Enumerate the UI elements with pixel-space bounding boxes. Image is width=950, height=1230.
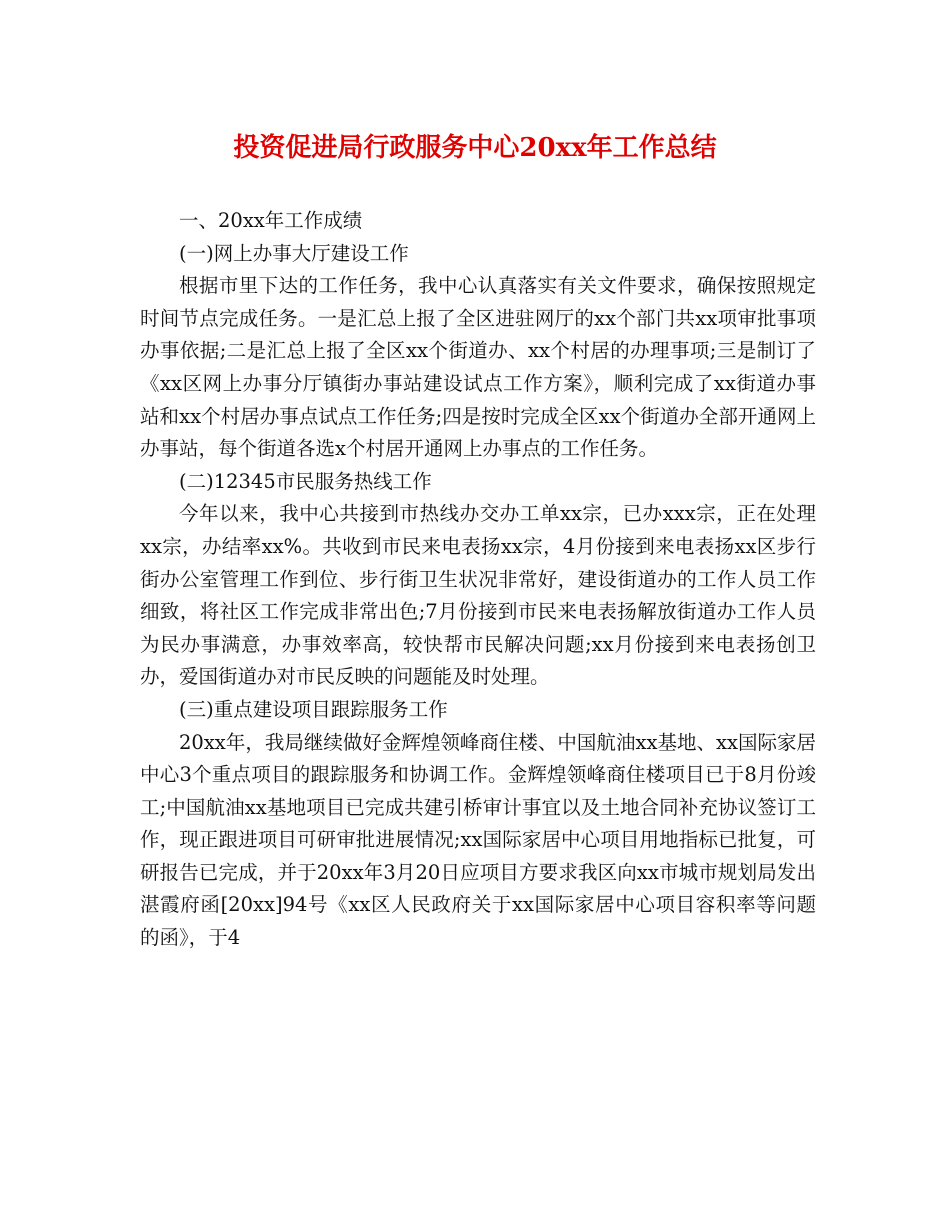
subheading-online-hall: (一)网上办事大厅建设工作	[179, 241, 409, 265]
paragraph-online-hall: 根据市里下达的工作任务，我中心认真落实有关文件要求，确保按照规定时间节点完成任务。一是汇总上报了全区进驻网厅的xx个部门共xx项审批事项办事依据;二是汇总上报了全区xx个街道办、xx个村居的办理事项;三是制订了《xx区网上办事分厅镇街办事站建设试点工作方案》，顺利完成了xx街道办事站和xx个村居办事点试点工作任务;四是按时完成全区xx个街道办全部开通网上办事站，每个街道各选x个村居开通网上办事点的工作任务。	[140, 274, 816, 461]
subheading-hotline: (二)12345市民服务热线工作	[179, 469, 432, 493]
subheading-key-projects: (三)重点建设项目跟踪服务工作	[179, 697, 448, 721]
document-title: 投资促进局行政服务中心20xx年工作总结	[233, 133, 717, 163]
section-heading-achievements: 一、20xx年工作成绩	[179, 209, 363, 232]
document-body	[140, 205, 816, 955]
paragraph-key-projects: 20xx年，我局继续做好金辉煌领峰商住楼、中国航油xx基地、xx国际家居中心3个重点项目的跟踪服务和协调工作。金辉煌领峰商住楼项目已于8月份竣工;中国航油xx基地项目已完成共建引桥审计事宜以及土地合同补充协议签订工作，现正跟进项目可研审批进展情况;xx国际家居中心项目用地指标已批复，可研报告已完成，并于20xx年3月20日应项目方要求我区向xx市城市规划局发出湛霞府函[20xx]94号《xx区人民政府关于xx国际家居中心项目容积率等问题的函》，于4	[140, 730, 816, 950]
paragraph-hotline: 今年以来，我中心共接到市热线办交办工单xx宗，已办xxx宗，正在处理xx宗，办结率xx%。共收到市民来电表扬xx宗，4月份接到来电表扬xx区步行街办公室管理工作到位、步行街卫生状况非常好，建设街道办的工作人员工作细致，将社区工作完成非常出色;7月份接到市民来电表扬解放街道办工作人员为民办事满意，办事效率高，较快帮市民解决问题;xx月份接到来电表扬创卫办，爱国街道办对市民反映的问题能及时处理。	[140, 502, 816, 689]
